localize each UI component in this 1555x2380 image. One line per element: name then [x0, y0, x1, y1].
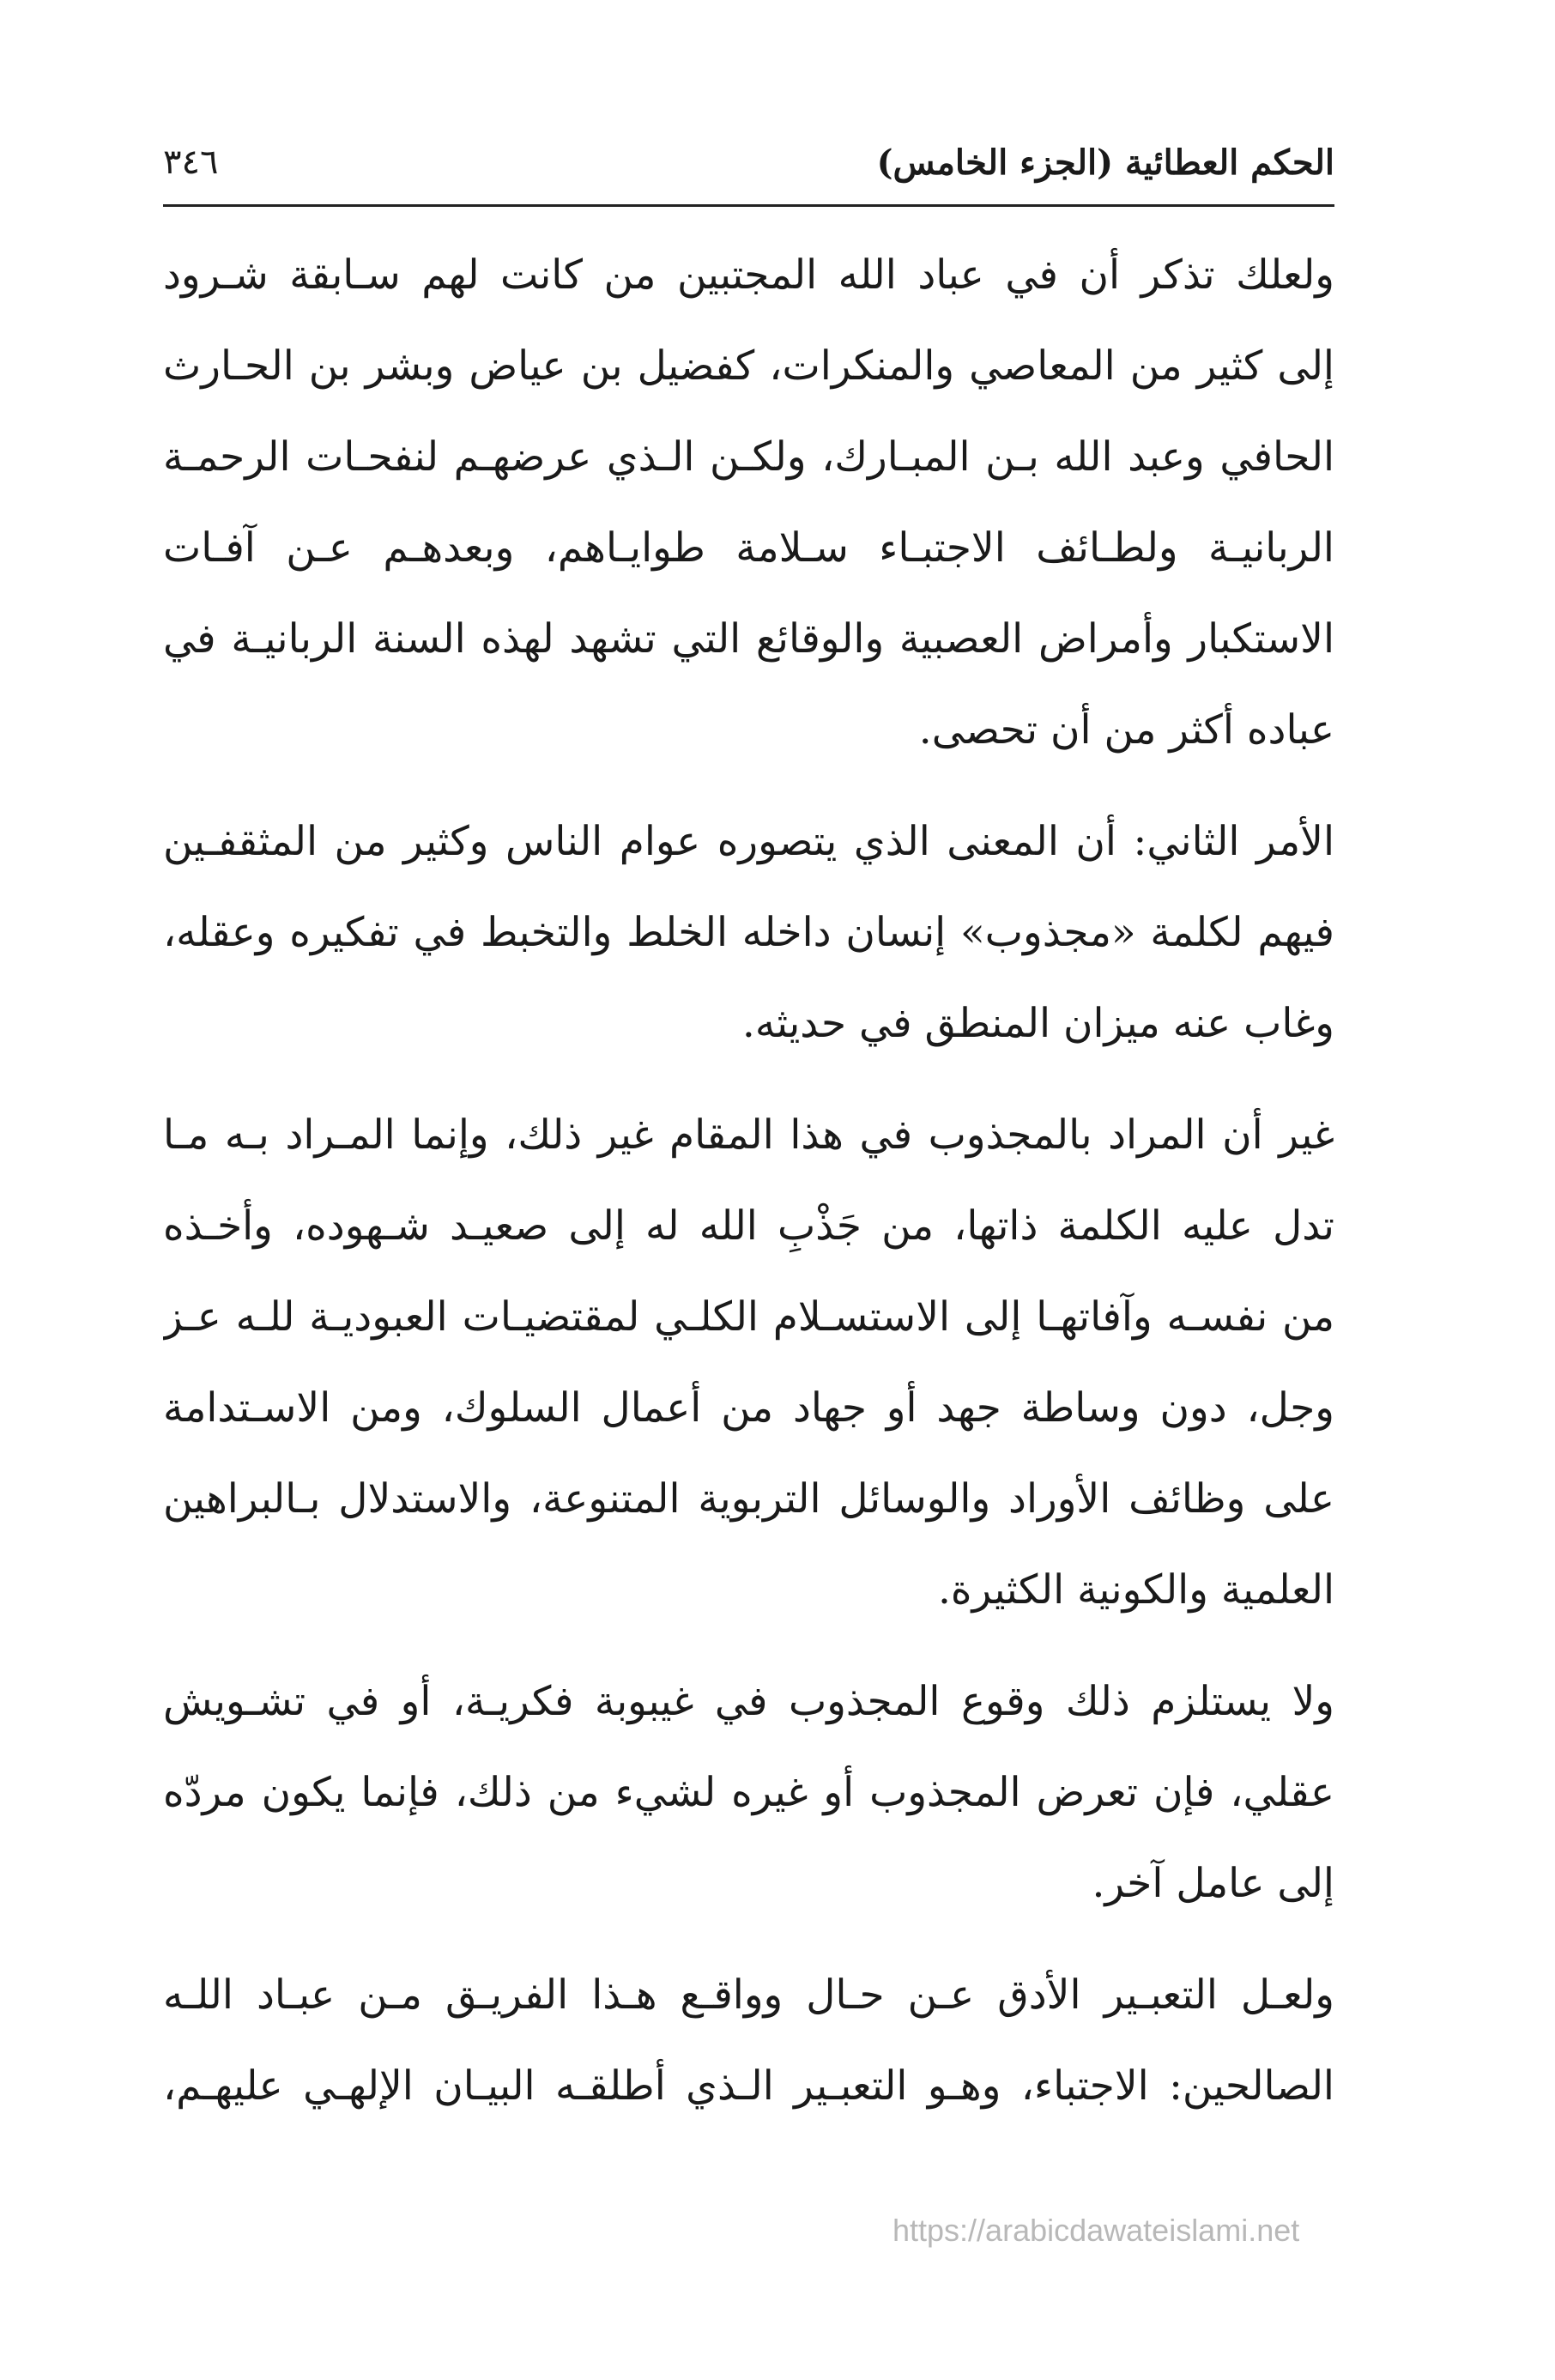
page-number: ٣٤٦	[163, 142, 219, 182]
paragraph-3	[163, 1090, 1334, 1636]
header-divider	[163, 204, 1334, 207]
paragraph-5	[163, 1950, 1334, 2132]
text-line: عقلي، فإن تعرض المجذوب أو غيره لشيء من ذلك، فإنما يكون مردّه	[163, 1769, 1334, 1816]
watermark-url: https://arabicdawateislami.net	[892, 2213, 1300, 2248]
text-line: الاستكبار وأمراض العصبية والوقائع التي تشهد لهذه السنة الربانيـة في	[163, 615, 1334, 663]
text-line: تدل عليه الكلمة ذاتها، من جَذْبِ الله له إلى صعيـد شـهوده، وأخـذه	[163, 1202, 1334, 1250]
text-line: على وظائف الأوراد والوسائل التربوية المتنوعة، والاستدلال بـالبراهين	[163, 1475, 1334, 1523]
text-line: ولعـل التعبـير الأدق عـن حـال وواقـع هـذا الفريـق مـن عبـاد اللـه	[163, 1971, 1334, 2019]
body-text	[163, 230, 1334, 2153]
text-line: العلمية والكونية الكثيرة.	[937, 1566, 1334, 1614]
text-line: الصالحين: الاجتباء، وهـو التعبـير الـذي أطلقـه البيـان الإلهـي عليهـم،	[163, 2062, 1334, 2110]
text-line: عباده أكثر من أن تحصى.	[918, 706, 1334, 754]
text-line: من نفسـه وآفاتهـا إلى الاستسـلام الكلـي لمقتضيـات العبوديـة للـه عـز	[163, 1293, 1334, 1341]
paragraph-4	[163, 1656, 1334, 1929]
text-line: ولعلك تذكر أن في عباد الله المجتبين من كانت لهم سـابقة شـرود	[163, 251, 1334, 299]
text-line: فيهم لكلمة «مجذوب» إنسان داخله الخلط والتخبط في تفكيره وعقله،	[163, 909, 1334, 956]
text-line: الحافي وعبد الله بـن المبـارك، ولكـن الـذي عرضهـم لنفحـات الرحمـة	[163, 433, 1334, 481]
text-line: الربانيـة ولطـائف الاجتبـاء سـلامة طوايـاهم، وبعدهـم عـن آفـات	[163, 524, 1334, 572]
text-line: غير أن المراد بالمجذوب في هذا المقام غير ذلك، وإنما المـراد بـه مـا	[163, 1111, 1334, 1159]
running-header	[163, 137, 1334, 197]
paragraph-2	[163, 796, 1334, 1069]
text-line: إلى كثير من المعاصي والمنكرات، كفضيل بن عياض وبشر بن الحـارث	[163, 342, 1334, 390]
text-line: ولا يستلزم ذلك وقوع المجذوب في غيبوبة فكريـة، أو في تشـويش	[163, 1678, 1334, 1725]
text-line: الأمر الثاني: أن المعنى الذي يتصوره عوام الناس وكثير من المثقفـين	[163, 818, 1334, 865]
header-title: الحكم العطائية (الجزء الخامس)	[876, 142, 1334, 183]
text-line: وغاب عنه ميزان المنطق في حديثه.	[741, 1000, 1334, 1047]
text-line: إلى عامل آخر.	[1092, 1860, 1334, 1907]
paragraph-1	[163, 230, 1334, 776]
text-line: وجل، دون وساطة جهد أو جهاد من أعمال السلوك، ومن الاسـتدامة	[163, 1384, 1334, 1432]
